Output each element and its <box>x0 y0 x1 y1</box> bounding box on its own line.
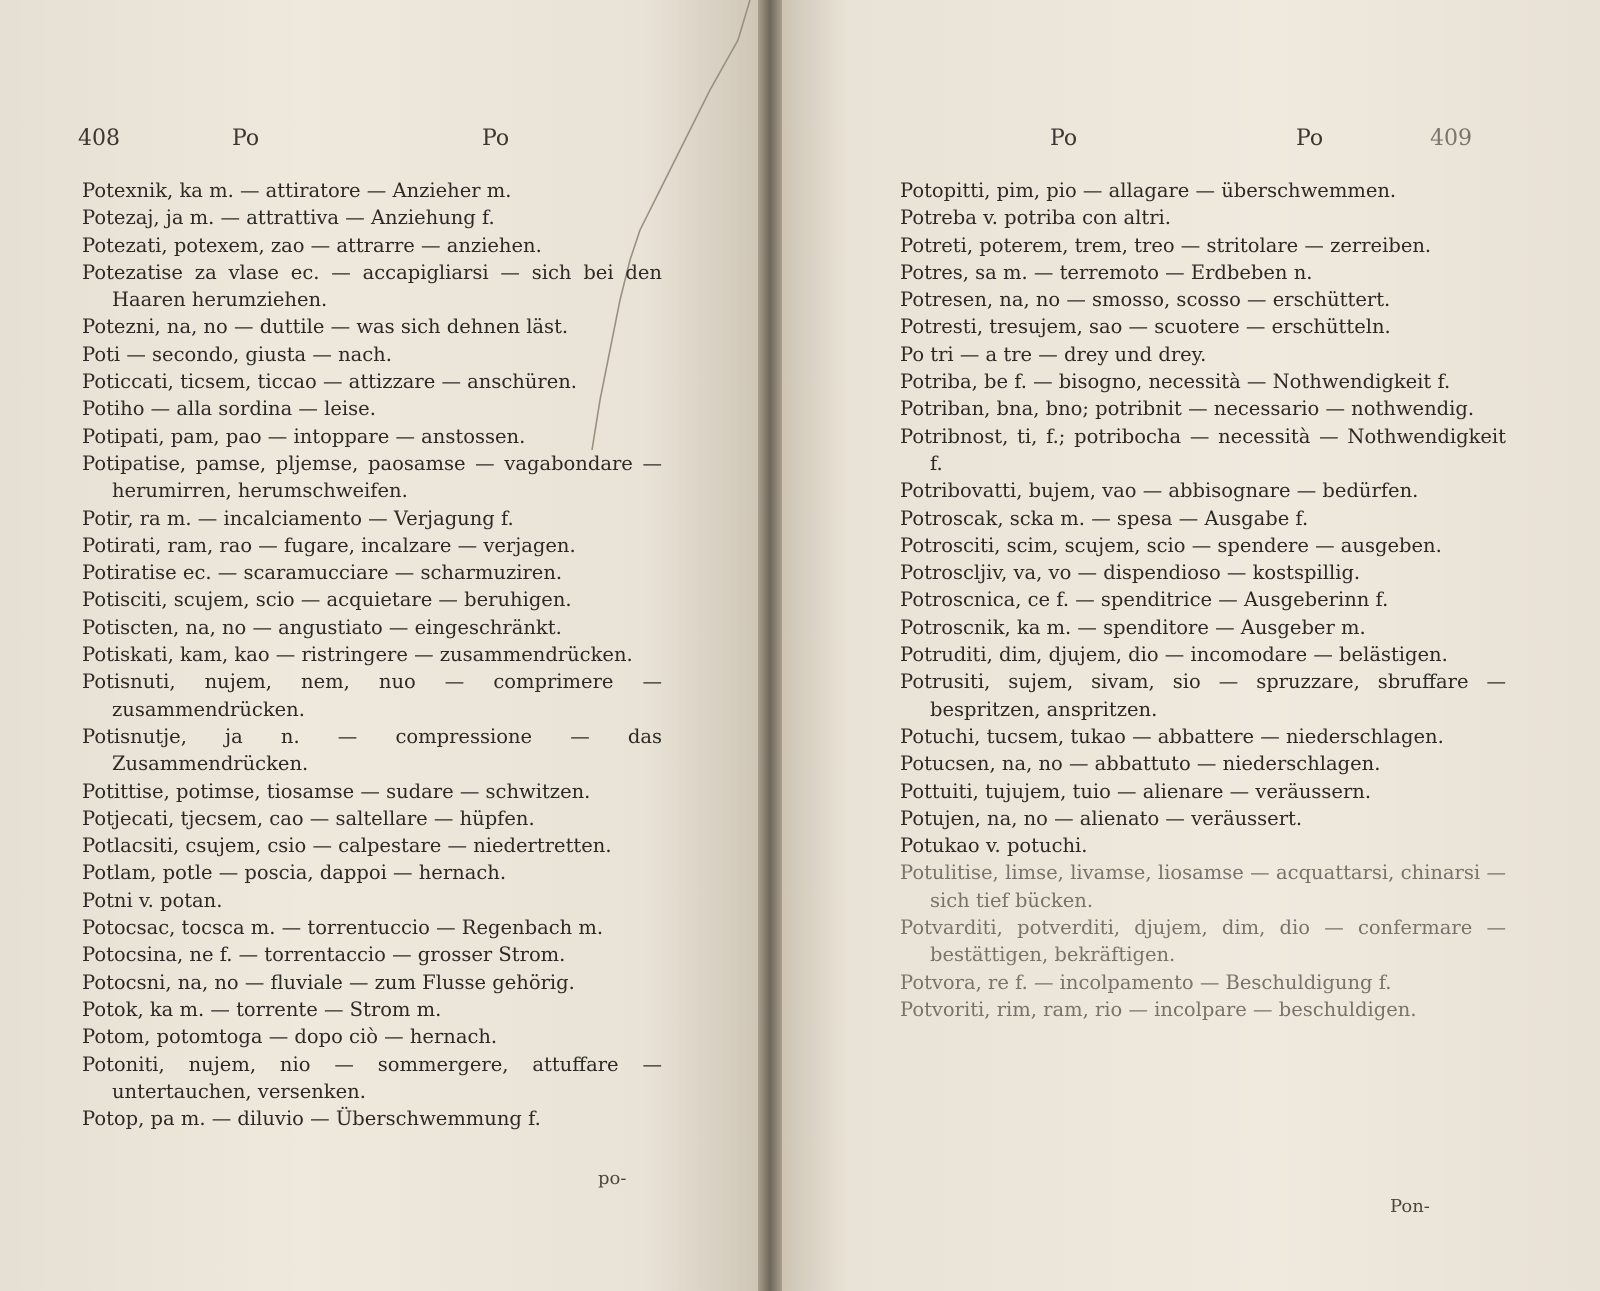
dictionary-entry: Potresen, na, no — smosso, scosso — erschüttert. <box>900 288 1391 312</box>
dictionary-entry: Potir, ra m. — incalciamento — Verjagung f. <box>82 506 514 530</box>
dictionary-entry: Potvora, re f. — incolpamento — Beschuldigung f. <box>900 970 1392 994</box>
dictionary-entry: Potezati, potexem, zao — attrarre — anziehen. <box>82 233 542 257</box>
dictionary-entry: Potiskati, kam, kao — ristringere — zusammendrücken. <box>82 643 633 667</box>
dictionary-entry: Potjecati, tjecsem, cao — saltellare — hüpfen. <box>82 806 535 830</box>
dictionary-entry: Potvarditi, potverditi, djujem, dim, dio — confermare — bestättigen, bekräftigen. <box>900 916 1506 967</box>
right-page <box>782 0 1600 1291</box>
dictionary-entry: Potujen, na, no — alienato — veräussert. <box>900 806 1303 830</box>
dictionary-entry: Pottuiti, tujujem, tuio — alienare — veräussern. <box>900 779 1372 803</box>
dictionary-entry: Potok, ka m. — torrente — Strom m. <box>82 997 442 1021</box>
header-right: Po <box>482 126 510 151</box>
dictionary-entry: Poticcati, ticsem, ticcao — attizzare — anschüren. <box>82 370 578 394</box>
left-running-head <box>0 126 758 156</box>
dictionary-entry: Potipatise, pamse, pljemse, paosamse — vagabondare — herumirren, herumschweifen. <box>82 451 662 503</box>
dictionary-entry: Potribnost, ti, f.; potribocha — necessità — Nothwendigkeit f. <box>900 424 1506 475</box>
dictionary-entry: Potipati, pam, pao — intoppare — anstossen. <box>82 424 526 448</box>
dictionary-entry: Potreba v. potriba con altri. <box>900 206 1171 230</box>
dictionary-entry: Potlacsiti, csujem, csio — calpestare — niedertretten. <box>82 834 612 858</box>
dictionary-entry: Potroscnik, ka m. — spenditore — Ausgeber m. <box>900 615 1366 639</box>
dictionary-entry: Potukao v. potuchi. <box>900 834 1088 858</box>
dictionary-entry: Potoniti, nujem, nio — sommergere, attuffare — untertauchen, versenken. <box>82 1052 662 1103</box>
dictionary-entry: Potopitti, pim, pio — allagare — überschwemmen. <box>900 179 1397 202</box>
dictionary-entry: Potreti, poterem, trem, treo — stritolare — zerreiben. <box>900 233 1432 257</box>
dictionary-entry: Potittise, potimse, tiosamse — sudare — schwitzen. <box>82 779 591 803</box>
dictionary-entry: Potruditi, dim, djujem, dio — incomodare — belästigen. <box>900 643 1448 667</box>
dictionary-entry: Potucsen, na, no — abbattuto — niederschlagen. <box>900 752 1381 776</box>
dictionary-entry: Potiratise ec. — scaramucciare — scharmuziren. <box>82 561 563 585</box>
dictionary-entry: Potisnutje, ja n. — compressione — das Zusammendrücken. <box>82 724 662 776</box>
dictionary-entry: Potrosciti, scim, scujem, scio — spendere — ausgeben. <box>900 533 1442 557</box>
left-entries <box>82 177 662 1132</box>
catchword: Pon- <box>1390 1196 1430 1217</box>
page-number: 408 <box>78 126 120 151</box>
dictionary-entry: Potuchi, tucsem, tukao — abbattere — niederschlagen. <box>900 724 1444 748</box>
dictionary-entry: Potiho — alla sordina — leise. <box>82 397 376 421</box>
dictionary-entry: Potiscten, na, no — angustiato — eingeschränkt. <box>82 615 562 639</box>
dictionary-entry: Potezaj, ja m. — attrattiva — Anziehung f. <box>82 206 495 230</box>
left-page <box>0 0 758 1291</box>
dictionary-entry: Potezatise za vlase ec. — accapigliarsi — sich bei den Haaren herumziehen. <box>82 260 662 312</box>
dictionary-entry: Potocsni, na, no — fluviale — zum Flusse gehörig. <box>82 970 575 994</box>
dictionary-entry: Potirati, ram, rao — fugare, incalzare — verjagen. <box>82 533 576 557</box>
dictionary-entry: Potom, potomtoga — dopo ciò — hernach. <box>82 1025 498 1049</box>
dictionary-entry: Potulitise, limse, livamse, liosamse — acquattarsi, chinarsi — sich tief bücken. <box>900 861 1506 912</box>
right-entries <box>900 177 1506 1023</box>
dictionary-entry: Potni v. potan. <box>82 888 223 912</box>
dictionary-entry: Potriban, bna, bno; potribnit — necessario — nothwendig. <box>900 397 1475 421</box>
dictionary-entry: Potres, sa m. — terremoto — Erdbeben n. <box>900 260 1313 284</box>
dictionary-entry: Potisnuti, nujem, nem, nuo — comprimere — zusammendrücken. <box>82 670 662 721</box>
dictionary-entry: Po tri — a tre — drey und drey. <box>900 342 1207 366</box>
dictionary-entry: Potroscak, scka m. — spesa — Ausgabe f. <box>900 506 1309 530</box>
dictionary-entry: Potezni, na, no — duttile — was sich dehnen läst. <box>82 315 569 339</box>
dictionary-entry: Potrusiti, sujem, sivam, sio — spruzzare, sbruffare — bespritzen, anspritzen. <box>900 670 1506 721</box>
dictionary-entry: Potocsina, ne f. — torrentaccio — grosser Strom. <box>82 943 566 967</box>
dictionary-entry: Potribovatti, bujem, vao — abbisognare — bedürfen. <box>900 479 1419 503</box>
header-left: Po <box>232 126 260 151</box>
dictionary-entry: Potlam, potle — poscia, dappoi — hernach. <box>82 861 507 885</box>
catchword: po- <box>598 1168 627 1189</box>
dictionary-entry: Potexnik, ka m. — attiratore — Anzieher m. <box>82 179 512 202</box>
dictionary-entry: Potvoriti, rim, ram, rio — incolpare — beschuldigen. <box>900 997 1417 1021</box>
dictionary-entry: Potriba, be f. — bisogno, necessità — Nothwendigkeit f. <box>900 370 1451 394</box>
header-left: Po <box>1050 126 1078 151</box>
dictionary-entry: Potocsac, tocsca m. — torrentuccio — Regenbach m. <box>82 916 604 940</box>
gutter <box>758 0 782 1291</box>
dictionary-entry: Potop, pa m. — diluvio — Überschwemmung f. <box>82 1107 541 1131</box>
dictionary-entry: Potroscnica, ce f. — spenditrice — Ausgeberinn f. <box>900 588 1389 612</box>
dictionary-entry: Potroscljiv, va, vo — dispendioso — kostspillig. <box>900 561 1361 585</box>
dictionary-entry: Potisciti, scujem, scio — acquietare — beruhigen. <box>82 588 572 612</box>
page-number: 409 <box>1430 126 1472 151</box>
dictionary-entry: Poti — secondo, giusta — nach. <box>82 342 392 366</box>
right-running-head <box>782 126 1600 156</box>
dictionary-entry: Potresti, tresujem, sao — scuotere — erschütteln. <box>900 315 1391 339</box>
header-right: Po <box>1296 126 1324 151</box>
